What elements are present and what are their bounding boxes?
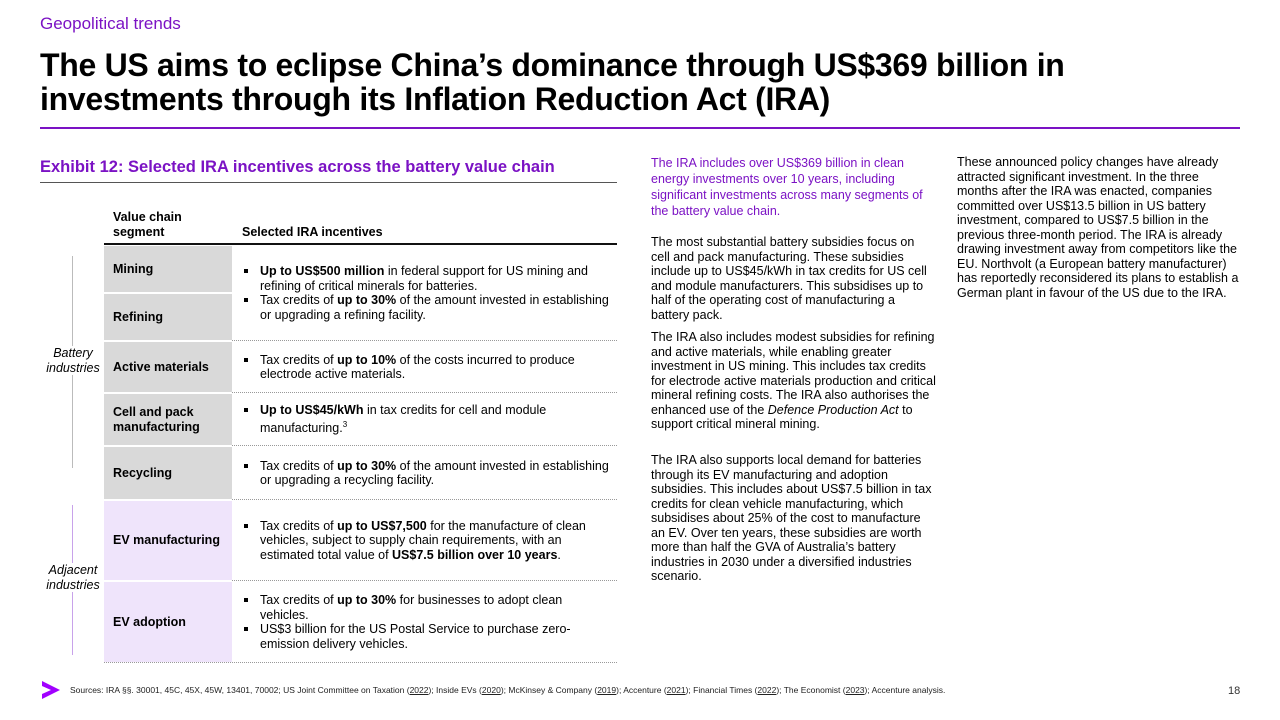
section-kicker: Geopolitical trends	[40, 14, 181, 33]
segment-label: EV manufacturing	[113, 533, 220, 547]
row-divider	[232, 499, 617, 500]
body-paragraph-2: The IRA also includes modest subsidies for refining and active materials, while enabling greater investment in US mining. This includes tax credits for electrode active materials production and critical mineral refining costs. The IRA also authorises the enhanced use of the Defence Production Act to support critical mineral mining.	[651, 330, 936, 431]
row-divider	[232, 340, 617, 341]
segment-label: Refining	[113, 309, 163, 324]
source-link[interactable]: 2019	[597, 685, 617, 695]
segment-mining	[104, 246, 232, 292]
table-bottom-rule	[104, 662, 617, 663]
sources-note: Sources: IRA §§. 30001, 45C, 45X, 45W, 13401, 70002; US Joint Committee on Taxation (2022); Inside EVs (2020); McKinsey & Company (2019); Accenture (2021); Financial Times (2022); The Economist (2023); Accenture analysis.	[70, 685, 946, 695]
accenture-logo-icon	[40, 679, 62, 701]
incentive-bullet: US$3 billion for the US Postal Service to purchase zero-emission delivery vehicles.	[242, 622, 612, 651]
incentive-bullet: Tax credits of up to US$7,500 for the manufacture of clean vehicles, subject to supply chain requirements, with an estimated total value of US$7.5 billion over 10 years.	[242, 519, 612, 563]
source-link[interactable]: 2023	[845, 685, 865, 695]
segment-label: Cell and pack manufacturing	[113, 404, 200, 434]
body-paragraph-3: The IRA also supports local demand for batteries through its EV manufacturing and adoption subsidies. This includes about US$7.5 billion in tax credits for clean vehicle manufacturing, which subsidises about 25% of the cost to manufacture an EV. Over ten years, these subsidies are worth more than half the GVA of Australia’s battery industries in 2030 under a diversified industries scenario.	[651, 453, 932, 583]
body-paragraph-1: The most substantial battery subsidies focus on cell and pack manufacturing. These subsidies include up to US$45/kWh in tax credits for US cell and module manufacturers. This subsidises up to half of the operating cost of manufacturing a battery pack.	[651, 235, 927, 322]
segment-recycling	[104, 447, 232, 499]
source-link[interactable]: 2021	[666, 685, 686, 695]
exhibit-divider	[40, 182, 617, 183]
incentive-bullet: Tax credits of up to 30% for businesses to adopt clean vehicles.	[242, 593, 612, 622]
source-link[interactable]: 2022	[409, 685, 429, 695]
source-link[interactable]: 2020	[481, 685, 501, 695]
incentive-bullet: Tax credits of up to 30% of the amount invested in establishing or upgrading a recycling facility.	[242, 459, 612, 488]
incentives-ev-adoption	[242, 582, 612, 662]
segment-refining	[104, 294, 232, 340]
incentives-cell-pack	[242, 394, 612, 445]
segment-ev-adoption	[104, 582, 232, 662]
header-rule	[104, 243, 617, 245]
segment-cell-pack	[104, 394, 232, 445]
exhibit-title: Exhibit 12: Selected IRA incentives across the battery value chain	[40, 158, 555, 176]
body-paragraph-4: These announced policy changes have already attracted significant investment. In the three months after the IRA was enacted, companies committed over US$13.5 billion in US battery investment, compared to US$7.5 billion in the previous three-month period. The IRA is already drawing investment away from competitors like the EU. Northvolt (a European battery manufacturer) has reportedly reconsidered its plans to establish a German plant in favour of the US due to the IRA.	[957, 155, 1239, 300]
row-divider	[232, 392, 617, 393]
segment-label: Active materials	[113, 359, 209, 374]
page-title: The US aims to eclipse China’s dominance through US$369 billion in investments through its Inflation Reduction Act (IRA)	[40, 47, 1065, 117]
column-header-incentives: Selected IRA incentives	[242, 225, 383, 239]
incentives-active-materials	[242, 342, 612, 392]
incentive-bullet: Tax credits of up to 10% of the costs incurred to produce electrode active materials.	[242, 353, 612, 382]
incentives-recycling	[242, 447, 612, 499]
incentive-bullet: Up to US$500 million in federal support for US mining and refining of critical minerals for batteries.	[242, 264, 612, 293]
segment-label: EV adoption	[113, 614, 186, 629]
segment-active-materials	[104, 342, 232, 392]
incentive-bullet: Up to US$45/kWh in tax credits for cell and module manufacturing.$^3$	[242, 403, 612, 435]
page-number: 18	[1228, 685, 1241, 697]
segment-label: Mining	[113, 261, 154, 276]
group-label-adjacent: Adjacent industries	[40, 563, 106, 592]
title-divider	[40, 127, 1240, 129]
segment-label: Recycling	[113, 465, 173, 480]
source-link[interactable]: 2022	[757, 685, 777, 695]
callout-text: The IRA includes over US$369 billion in clean energy investments over 10 years, including significant investments across many segments of the battery value chain.	[651, 156, 923, 218]
row-divider	[232, 580, 617, 581]
segment-ev-manufacturing	[104, 501, 232, 580]
incentive-bullet: Tax credits of up to 30% of the amount invested in establishing or upgrading a refining facility.	[242, 293, 612, 322]
incentives-ev-manufacturing	[242, 501, 612, 580]
column-header-segment: Value chain segment	[113, 210, 182, 239]
row-divider	[232, 445, 617, 446]
incentives-mining-refining	[242, 246, 612, 340]
group-label-battery: Battery industries	[40, 346, 106, 375]
